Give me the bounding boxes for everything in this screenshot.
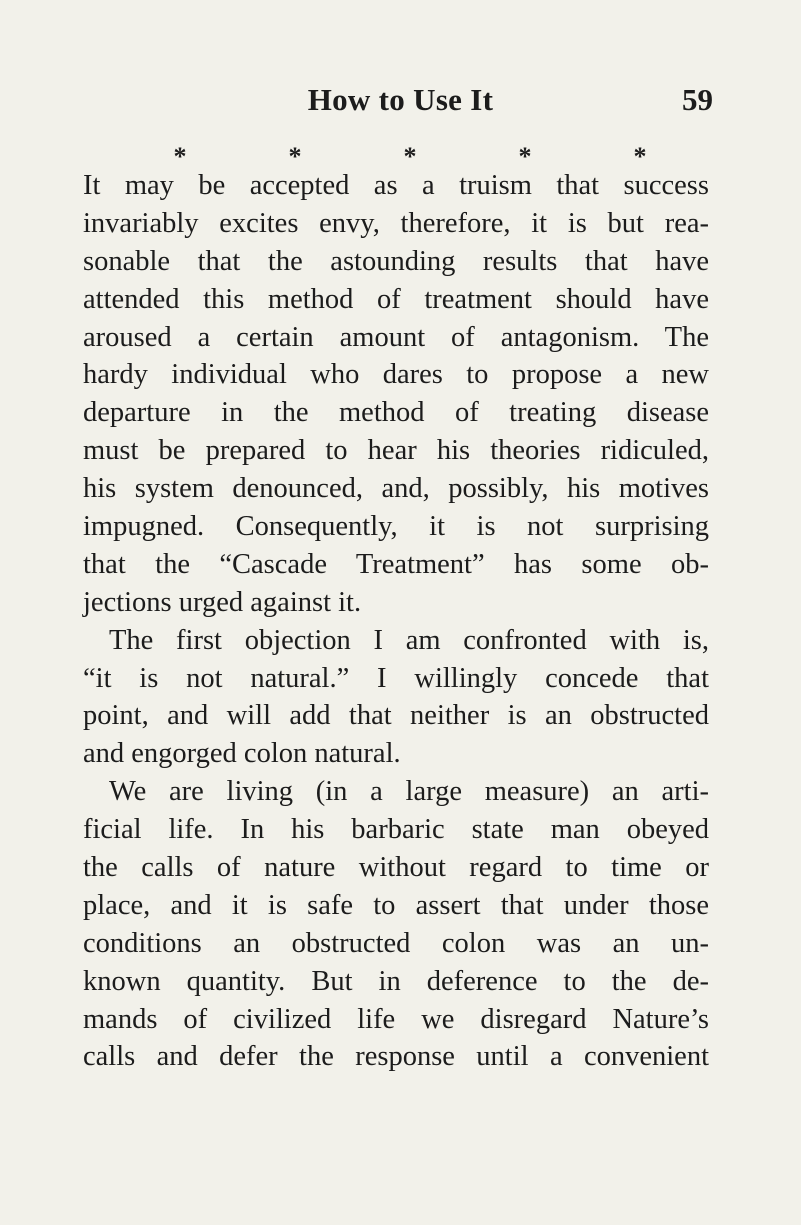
asterism-mark: *: [518, 142, 532, 171]
text-line: jections urged against it.: [83, 586, 362, 618]
text-line: departure in the method of treating disease: [83, 397, 709, 429]
asterism-mark: *: [633, 142, 647, 171]
text-line: calls and defer the response until a convenient: [83, 1041, 709, 1073]
text-line: known quantity. But in deference to the de-: [83, 965, 709, 997]
text-line: It may be accepted as a truism that success: [83, 170, 709, 201]
page-number: 59: [682, 82, 713, 117]
asterism-mark: *: [173, 142, 187, 171]
page-header: [0, 82, 801, 122]
text-line: place, and it is safe to assert that under those: [83, 889, 709, 921]
text-line: ficial life. In his barbaric state man obeyed: [83, 814, 709, 846]
text-line: that the “Cascade Treatment” has some ob-: [83, 548, 709, 580]
text-line: aroused a certain amount of antagonism. The: [83, 321, 709, 353]
body-text: [83, 167, 709, 1076]
text-line: hardy individual who dares to propose a new: [83, 359, 709, 391]
text-line: point, and will add that neither is an obstructed: [83, 700, 709, 732]
asterism-mark: *: [403, 142, 417, 171]
text-line: invariably excites envy, therefore, it is but rea-: [83, 207, 709, 239]
text-line: his system denounced, and, possibly, his motives: [83, 473, 709, 505]
text-line: sonable that the astounding results that have: [83, 245, 709, 277]
text-line: the calls of nature without regard to time or: [83, 852, 709, 884]
text-line: and engorged colon natural.: [83, 738, 401, 770]
text-line: mands of civilized life we disregard Nature’s: [83, 1003, 709, 1035]
asterism-mark: *: [288, 142, 302, 171]
running-head: How to Use It: [307, 82, 494, 117]
text-line: conditions an obstructed colon was an un-: [83, 927, 709, 959]
text-line: We are living (in a large measure) an arti-: [109, 776, 709, 808]
text-line: must be prepared to hear his theories ridiculed,: [83, 435, 709, 467]
text-line: The first objection I am confronted with is,: [109, 624, 709, 656]
text-line: impugned. Consequently, it is not surprising: [83, 511, 709, 543]
text-line: “it is not natural.” I willingly concede that: [83, 662, 709, 694]
text-line: attended this method of treatment should have: [83, 283, 709, 315]
